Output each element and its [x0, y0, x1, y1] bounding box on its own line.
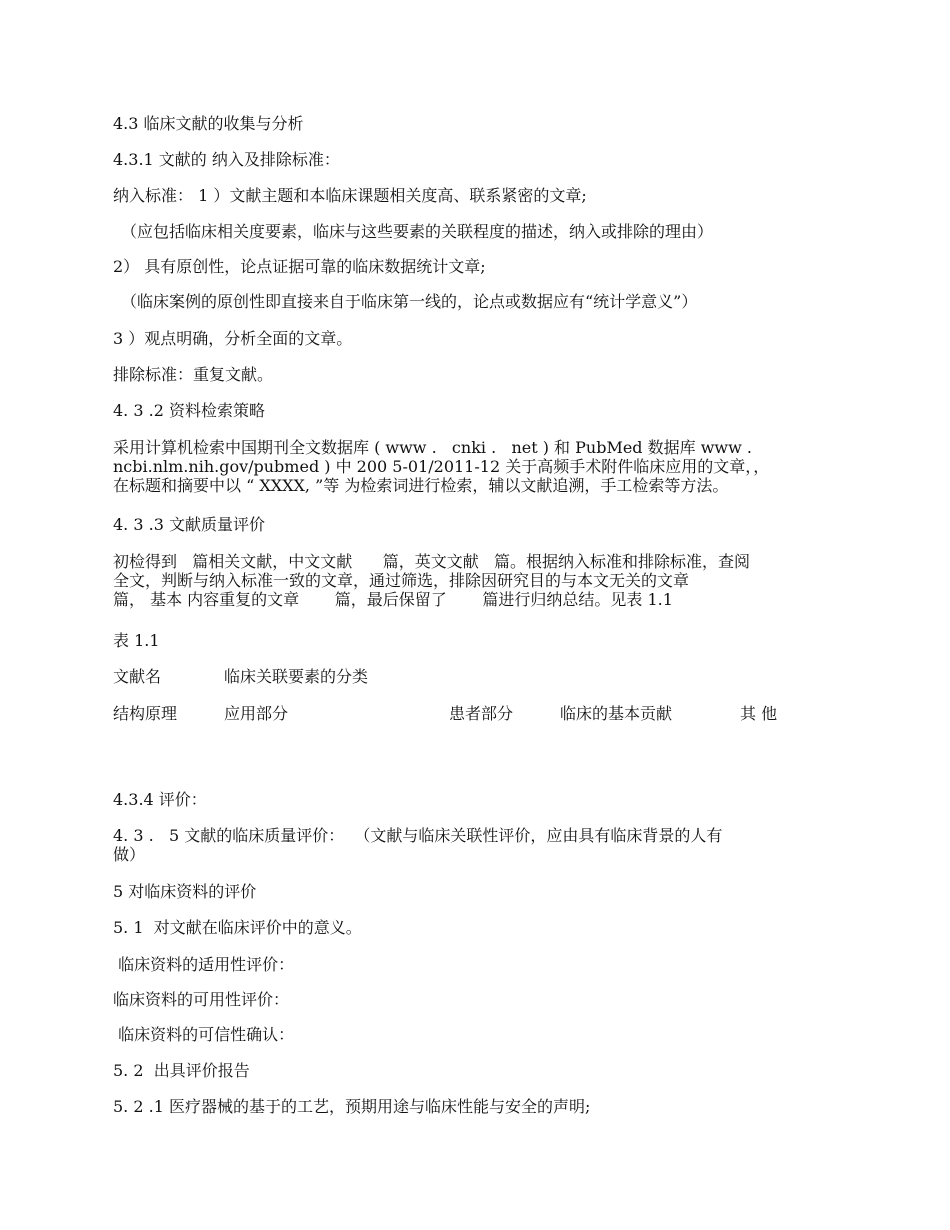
- inclusion-criterion-3: 3 ）观点明确，分析全面的文章。: [113, 329, 353, 348]
- search-strategy-line: ncbi.nlm.nih.gov/pubmed ) 中 200 5-01/2011-12 关于高频手术附件临床应用的文章，，: [113, 457, 770, 476]
- quality-evaluation-paragraph: [113, 552, 843, 609]
- section-heading-5: 5 对临床资料的评价: [113, 882, 257, 901]
- inclusion-criterion-2-note: （临床案例的原创性即直接来自于临床第一线的，论点或数据应有“统计学意义”）: [121, 292, 698, 311]
- section-heading-4-3-2: 4. 3 .2 资料检索策略: [113, 401, 265, 420]
- table-cell: 结构原理: [113, 704, 178, 723]
- table-cell: 其 他: [740, 704, 778, 723]
- section-heading-5-1: 5. 1 对文献在临床评价中的意义。: [113, 918, 362, 937]
- inclusion-criterion-1-note: （应包括临床相关度要素，临床与这些要素的关联程度的描述，纳入或排除的理由）: [121, 222, 714, 241]
- section-heading-5-2: 5. 2 出具评价报告: [113, 1061, 250, 1080]
- clinical-quality-line: 做）: [113, 845, 146, 864]
- inclusion-criterion-1: 纳入标准： 1 ）文献主题和本临床课题相关度高、联系紧密的文章;: [113, 186, 587, 205]
- clinical-quality-line: 4. 3 . 5 文献的临床质量评价： （文献与临床关联性评价，应由具有临床背景的人有: [113, 826, 723, 845]
- clinical-quality-paragraph: [113, 826, 843, 864]
- table-cell: 患者部分: [449, 704, 514, 723]
- search-strategy-line: 采用计算机检索中国期刊全文数据库 ( www . cnki . net ) 和 PubMed 数据库 www .: [113, 438, 752, 457]
- table-cell: 临床的基本贡献: [560, 704, 673, 723]
- search-strategy-line: 在标题和摘要中以 “ XXXX, ”等 为检索词进行检索，辅以文献追溯，手工检索等方法。: [113, 476, 729, 495]
- section-heading-4-3-4: 4.3.4 评价：: [113, 790, 207, 809]
- table-cell: 临床关联要素的分类: [224, 667, 369, 686]
- search-strategy-paragraph: [113, 438, 843, 495]
- applicability-evaluation: 临床资料的适用性评价：: [113, 955, 295, 974]
- section-heading-4-3-1: 4.3.1 文献的 纳入及排除标准：: [113, 150, 340, 169]
- quality-evaluation-line: 初检得到 篇相关文献，中文文献 篇，英文文献 篇。根据纳入标准和排除标准，查阅: [113, 552, 751, 571]
- exclusion-criterion: 排除标准：重复文献。: [113, 365, 274, 384]
- table-caption: 表 1.1: [113, 631, 160, 650]
- section-heading-5-2-1: 5. 2 .1 医疗器械的基于的工艺，预期用途与临床性能与安全的声明;: [113, 1097, 591, 1116]
- usability-evaluation: 临床资料的可用性评价：: [113, 990, 290, 1009]
- credibility-confirmation: 临床资料的可信性确认：: [113, 1025, 295, 1044]
- inclusion-criterion-2: 2） 具有原创性，论点证据可靠的临床数据统计文章;: [113, 257, 486, 276]
- section-heading-4-3-3: 4. 3 .3 文献质量评价: [113, 515, 265, 534]
- quality-evaluation-line: 全文，判断与纳入标准一致的文章，通过筛选，排除因研究目的与本文无关的文章: [113, 571, 690, 590]
- table-cell: 应用部分: [224, 704, 289, 723]
- section-heading-4-3: 4.3 临床文献的收集与分析: [113, 114, 304, 133]
- quality-evaluation-line: 篇， 基本 内容重复的文章 篇，最后保留了 篇进行归纳总结。见表 1.1: [113, 590, 673, 609]
- table-cell: 文献名: [113, 667, 162, 686]
